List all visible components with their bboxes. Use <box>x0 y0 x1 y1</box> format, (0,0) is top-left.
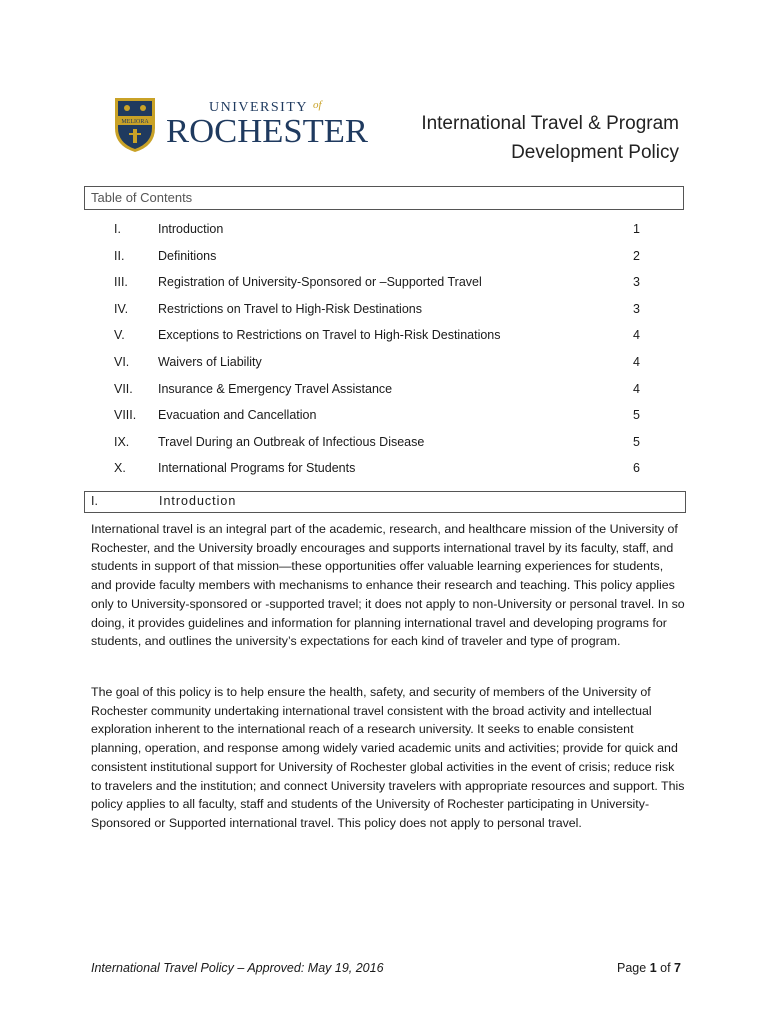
toc-item-page: 4 <box>633 354 640 369</box>
toc-item-number: X. <box>114 461 126 476</box>
toc-item-page: 5 <box>633 408 640 423</box>
page-total: 7 <box>674 961 681 975</box>
toc-item-number: V. <box>114 328 125 343</box>
section-title: Introduction <box>159 494 237 508</box>
toc-item[interactable] <box>84 243 684 270</box>
page-of: of <box>660 961 671 975</box>
toc-item-title: Evacuation and Cancellation <box>158 408 317 423</box>
toc-item-title: Restrictions on Travel to High-Risk Destinations <box>158 301 422 316</box>
logo-of-text: of <box>313 99 322 111</box>
toc-item-title: Waivers of Liability <box>158 354 262 369</box>
toc-item[interactable] <box>84 429 684 456</box>
logo-university-text: UNIVERSITY <box>209 100 308 115</box>
page-number <box>617 961 681 975</box>
logo-rochester-text: ROCHESTER <box>166 113 369 150</box>
toc-item-title: Definitions <box>158 248 217 263</box>
toc-item-number: III. <box>114 275 128 290</box>
toc-item[interactable] <box>84 376 684 403</box>
toc-item[interactable] <box>84 269 684 296</box>
toc-item-page: 3 <box>633 301 640 316</box>
toc-item[interactable] <box>84 455 684 482</box>
toc-item-title: Exceptions to Restrictions on Travel to High-Risk Destinations <box>158 328 501 343</box>
toc-item-title: International Programs for Students <box>158 461 356 476</box>
toc-item-number: II. <box>114 248 125 263</box>
toc-item-title: Registration of University-Sponsored or –Supported Travel <box>158 275 482 290</box>
toc-item[interactable] <box>84 216 684 243</box>
body-paragraph: The goal of this policy is to help ensure the health, safety, and security of members of the University of Rochester community undertaking international travel consistent with the broad activity and intellectual exploration inherent to the international reach of a research university. It seeks to enable consistent planning, operation, and response among widely varied academic units and activities; provide for quick and consistent institutional support for University of Rochester global activities in the event of crisis; reduce risk to travelers and the institution; and connect University travelers with appropriate resources and support. This policy applies to all faculty, staff and students of the University of Rochester participating in University-Sponsored or Supported international travel. This policy does not apply to personal travel. <box>91 685 685 830</box>
toc-item[interactable] <box>84 322 684 349</box>
toc-item-number: IX. <box>114 434 130 449</box>
page-current: 1 <box>649 961 657 975</box>
toc-item-page: 3 <box>633 275 640 290</box>
toc-item-title: Travel During an Outbreak of Infectious Disease <box>158 434 425 449</box>
footer-policy-text: International Travel Policy – Approved: May 19, 2016 <box>91 961 384 975</box>
document-title <box>421 109 679 167</box>
toc-item-number: VII. <box>114 381 133 396</box>
page-label: Page <box>617 961 647 975</box>
toc-item-title: Introduction <box>158 222 224 236</box>
toc-item-page: 4 <box>633 381 640 396</box>
toc-item-page: 4 <box>633 328 640 343</box>
toc-item[interactable] <box>84 296 684 323</box>
toc-list <box>84 216 684 482</box>
toc-item-number: VI. <box>114 354 130 369</box>
toc-item[interactable] <box>84 349 684 376</box>
svg-text:MELIORA: MELIORA <box>121 119 149 125</box>
toc-item-page: 5 <box>633 434 640 449</box>
document-title-line-1: International Travel & Program <box>421 113 679 134</box>
toc-item-page: 6 <box>633 461 640 476</box>
toc-item-page: 1 <box>633 222 640 236</box>
toc-heading: Table of Contents <box>84 186 684 210</box>
body-paragraph: International travel is an integral part of the academic, research, and healthcare mission of the University of Rochester, and the University broadly encourages and supports international travel by its faculty, staff, and students in support of that mission—these opportunities offer valuable learning experiences for students, and provide faculty members with mechanisms to enhance their research and teaching. This policy applies only to University-sponsored or -supported travel; it does not apply to non-University or personal travel. In so doing, it provides guidelines and information for planning international travel and developing programs for students, and outlines the university’s expectations for each kind of traveler and type of program. <box>91 522 685 649</box>
toc-item-number: VIII. <box>114 408 137 423</box>
document-title-line-2: Development Policy <box>511 142 679 163</box>
toc-item-title: Insurance & Emergency Travel Assistance <box>158 381 393 396</box>
toc-item-page: 2 <box>633 248 640 263</box>
university-seal-icon <box>115 98 155 152</box>
university-logo <box>113 94 371 154</box>
toc-item-number: IV. <box>114 301 129 316</box>
section-heading <box>84 491 686 513</box>
page-footer <box>91 961 681 975</box>
toc-item[interactable] <box>84 402 684 429</box>
toc-item-number: I. <box>114 222 121 236</box>
section-number: I. <box>91 494 98 508</box>
